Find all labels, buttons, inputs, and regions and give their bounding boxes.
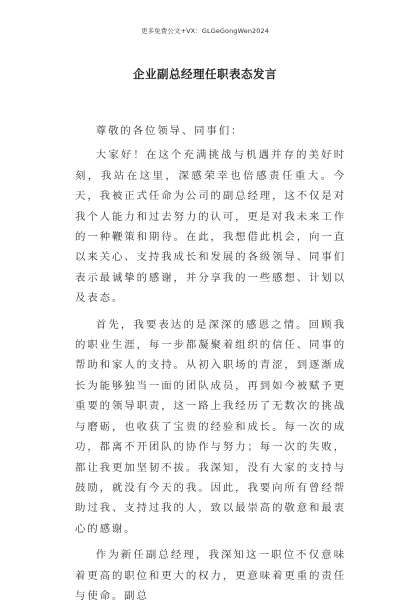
paragraph-responsibility: 作为新任副总经理，我深知这一职位不仅意味着更高的职位和更大的权力，更意味着更重的责任与使命。副总 xyxy=(75,549,346,602)
header-note: 更多免费公文+VX：GLGeGongWen2024 xyxy=(140,27,269,35)
paragraph-greeting: 大家好！在这个充满挑战与机遇并存的美好时刻，我站在这里，深感荣幸也倍感责任重大。今天，我被正式任命为公司的副总经理，这不仅是对我个人能力和过去努力的认可，更是对我未来工作的一种鞭策和期待。在此，我想借此机会，向一直以来关心、支持我成长和发展的各级领导、同事们表示最诚挚的感谢，并分享我的一些感想、计划以及表态。 xyxy=(75,149,346,305)
salutation: 尊敬的各位领导、同事们： xyxy=(95,125,244,137)
paragraph-gratitude: 首先，我要表达的是深深的感恩之情。回顾我的职业生涯，每一步都凝聚着组织的信任、同事的帮助和家人的支持。从初入职场的青涩，到逐渐成长为能够独当一面的团队成员，再到如今被赋予更重要的领导职责，这一路上我经历了无数次的挑战与磨砺，也收获了宝贵的经验和成长。每一次的成功，都离不开团队的协作与努力；每一次的失败，都让我更加坚韧不拔。我深知，没有大家的支持与鼓励，就没有今天的我。因此，我要向所有曾经帮助过我、支持过我的人，致以最崇高的敬意和最衷心的感谢。 xyxy=(75,318,346,535)
document-title: 企业副总经理任职表态发言 xyxy=(133,67,277,81)
document-body xyxy=(75,121,346,612)
